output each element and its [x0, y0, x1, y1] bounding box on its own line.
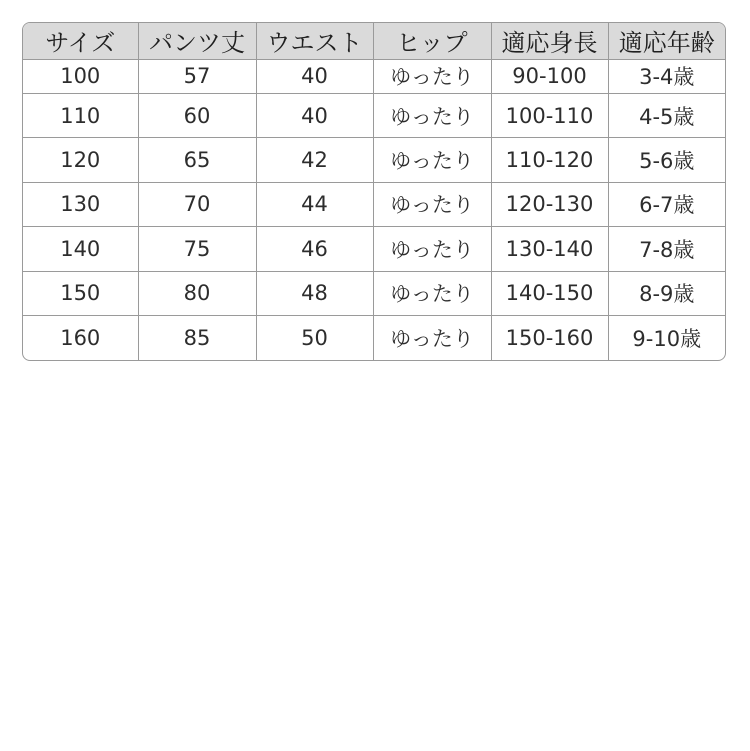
cell-size: 150 — [23, 271, 138, 315]
cell-waist: 44 — [256, 182, 373, 226]
cell-fit-height: 120-130 — [491, 182, 608, 226]
table-row — [23, 138, 725, 182]
header-size: サイズ — [23, 23, 138, 59]
table-body — [23, 59, 725, 360]
cell-fit-age: 6-7歳 — [608, 182, 725, 226]
cell-pants-length: 57 — [138, 59, 256, 93]
size-chart-table — [22, 22, 726, 361]
cell-waist: 46 — [256, 227, 373, 271]
cell-hip: ゆったり — [373, 271, 491, 315]
cell-hip: ゆったり — [373, 182, 491, 226]
table-row — [23, 271, 725, 315]
header-pants-length: パンツ丈 — [138, 23, 256, 59]
cell-hip: ゆったり — [373, 59, 491, 93]
cell-waist: 48 — [256, 271, 373, 315]
cell-fit-height: 100-110 — [491, 93, 608, 137]
cell-waist: 40 — [256, 93, 373, 137]
cell-pants-length: 75 — [138, 227, 256, 271]
cell-pants-length: 60 — [138, 93, 256, 137]
cell-size: 110 — [23, 93, 138, 137]
table-row — [23, 316, 725, 360]
cell-fit-age: 3-4歳 — [608, 59, 725, 93]
table-row — [23, 227, 725, 271]
cell-fit-height: 110-120 — [491, 138, 608, 182]
cell-hip: ゆったり — [373, 93, 491, 137]
cell-hip: ゆったり — [373, 316, 491, 360]
table-row — [23, 59, 725, 93]
table-row — [23, 182, 725, 226]
table-row — [23, 93, 725, 137]
cell-fit-height: 90-100 — [491, 59, 608, 93]
cell-fit-age: 9-10歳 — [632, 327, 702, 351]
header-fit-age: 適応年齢 — [608, 23, 725, 59]
cell-size: 160 — [23, 316, 138, 360]
cell-size: 120 — [23, 138, 138, 182]
cell-pants-length: 80 — [138, 271, 256, 315]
cell-fit-age: 4-5歳 — [608, 93, 725, 137]
cell-pants-length: 70 — [138, 182, 256, 226]
cell-fit-height: 140-150 — [491, 271, 608, 315]
header-fit-height: 適応身長 — [491, 23, 608, 59]
cell-fit-height: 150-160 — [491, 316, 608, 360]
cell-hip: ゆったり — [373, 138, 491, 182]
cell-pants-length: 85 — [138, 316, 256, 360]
cell-size: 130 — [23, 182, 138, 226]
header-row — [23, 23, 725, 59]
cell-waist: 40 — [256, 59, 373, 93]
size-table — [23, 23, 725, 360]
cell-fit-age: 7-8歳 — [608, 227, 725, 271]
cell-pants-length: 65 — [138, 138, 256, 182]
cell-waist: 50 — [256, 316, 373, 360]
cell-fit-age: 8-9歳 — [608, 271, 725, 315]
cell-waist: 42 — [256, 138, 373, 182]
cell-size: 100 — [23, 59, 138, 93]
cell-size: 140 — [23, 227, 138, 271]
cell-hip: ゆったり — [373, 227, 491, 271]
table-header — [23, 23, 725, 59]
header-hip: ヒップ — [373, 23, 491, 59]
header-waist: ウエスト — [256, 23, 373, 59]
cell-fit-height: 130-140 — [491, 227, 608, 271]
cell-fit-age: 5-6歳 — [608, 138, 725, 182]
